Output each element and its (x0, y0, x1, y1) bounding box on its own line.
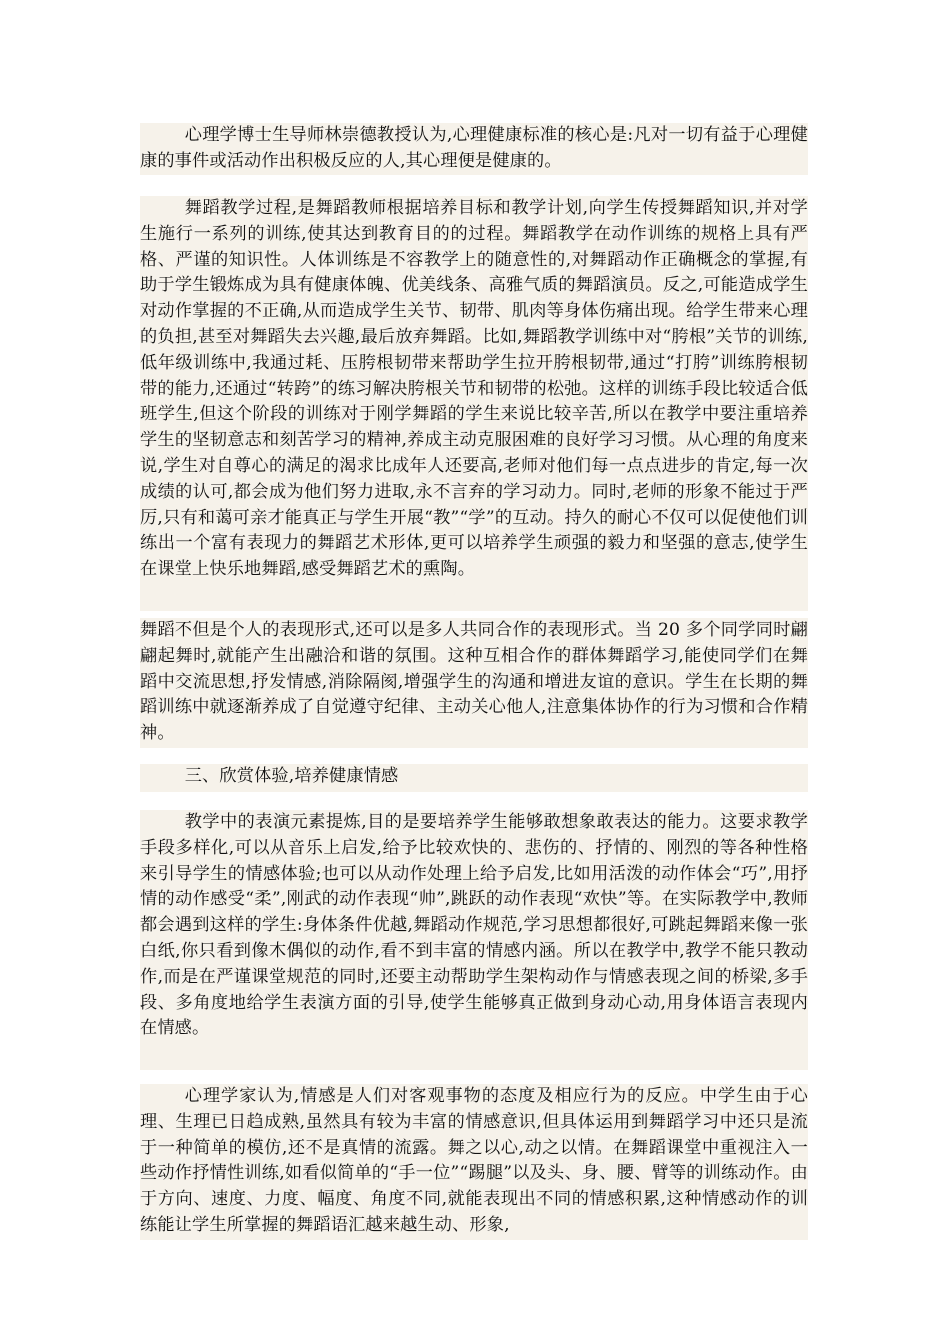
paragraph-block-5 (140, 810, 808, 1070)
paragraph-dance-teaching-process: 舞蹈教学过程,是舞蹈教师根据培养目标和教学计划,向学生传授舞蹈知识,并对学生施行一系列的训练,使其达到教育目的的过程。舞蹈教学在动作训练的规格上具有严格、严谨的知识性。人体训练是不容教学上的随意性的,对舞蹈动作正确概念的掌握,有助于学生锻炼成为具有健康体魄、优美线条、高雅气质的舞蹈演员。反之,可能造成学生对动作掌握的不正确,从而造成学生关节、韧带、肌肉等身体伤痛出现。给学生带来心理的负担,甚至对舞蹈失去兴趣,最后放弃舞蹈。比如,舞蹈教学训练中对“胯根”关节的训练,低年级训练中,我通过耗、压胯根韧带来帮助学生拉开胯根韧带,通过“打胯”训练胯根韧带的能力,还通过“转跨”的练习解决胯根关节和韧带的松弛。这样的训练手段比较适合低班学生,但这个阶段的训练对于刚学舞蹈的学生来说比较辛苦,所以在教学中要注重培养学生的坚韧意志和刻苦学习的精神,养成主动克服困难的良好学习习惯。从心理的角度来说,学生对自尊心的满足的渴求比成年人还要高,老师对他们每一点点进步的肯定,每一次成绩的认可,都会成为他们努力进取,永不言弃的学习动力。同时,老师的形象不能过于严厉,只有和蔼可亲才能真正与学生开展“教”“学”的互动。持久的耐心不仅可以促使他们训练出一个富有表现力的舞蹈艺术形体,更可以培养学生顽强的毅力和坚强的意志,使学生在课堂上快乐地舞蹈,感受舞蹈艺术的熏陶。 (140, 198, 808, 580)
paragraph-group-cooperation: 舞蹈不但是个人的表现形式,还可以是多人共同合作的表现形式。当 20 多个同学同时翩翩起舞时,就能产生出融洽和谐的氛围。这种互相合作的群体舞蹈学习,能使同学们在舞蹈中交流思想,抒发情感,消除隔阂,增强学生的沟通和增进友谊的意识。学生在长期的舞蹈训练中就逐渐养成了自觉遵守纪律、主动关心他人,注意集体协作的行为习惯和合作精神。 (140, 620, 808, 744)
paragraph-block-3 (140, 618, 808, 748)
paragraph-emotion-training: 心理学家认为,情感是人们对客观事物的态度及相应行为的反应。中学生由于心理、生理已日趋成熟,虽然具有较为丰富的情感意识,但具体运用到舞蹈学习中还只是流于一种简单的模仿,还不是真情的流露。舞之以心,动之以情。在舞蹈课堂中重视注入一些动作抒情性训练,如看似简单的“手一位”“踢腿”以及头、身、腰、臂等的训练动作。由于方向、速度、力度、幅度、角度不同,就能表现出不同的情感积累,这种情感动作的训练能让学生所掌握的舞蹈语汇越来越生动、形象, (140, 1086, 808, 1235)
section-heading-block (140, 764, 808, 792)
paragraph-block-6 (140, 1084, 808, 1240)
paragraph-block-2 (140, 196, 808, 611)
paragraph-performance-elements: 教学中的表演元素提炼,目的是要培养学生能够敢想象敢表达的能力。这要求教学手段多样化,可以从音乐上启发,给予比较欢快的、悲伤的、抒情的、刚烈的等各种性格来引导学生的情感体验;也可以从动作处理上给予启发,比如用活泼的动作体会“巧”,用抒情的动作感受“柔”,刚武的动作表现“帅”,跳跃的动作表现“欢快”等。在实际教学中,教师都会遇到这样的学生:身体条件优越,舞蹈动作规范,学习思想都很好,可跳起舞蹈来像一张白纸,你只看到像木偶似的动作,看不到丰富的情感内涵。所以在教学中,教学不能只教动作,而是在严谨课堂规范的同时,还要主动帮助学生架构动作与情感表现之间的桥梁,多手段、多角度地给学生表演方面的引导,使学生能够真正做到身动心动,用身体语言表现内在情感。 (140, 812, 808, 1039)
paragraph-mental-health-standard: 心理学博士生导师林崇德教授认为,心理健康标准的核心是:凡对一切有益于心理健康的事件或活动作出积极反应的人,其心理便是健康的。 (140, 125, 808, 171)
paragraph-block-1 (140, 123, 808, 175)
section-heading: 三、欣赏体验,培养健康情感 (184, 766, 399, 786)
